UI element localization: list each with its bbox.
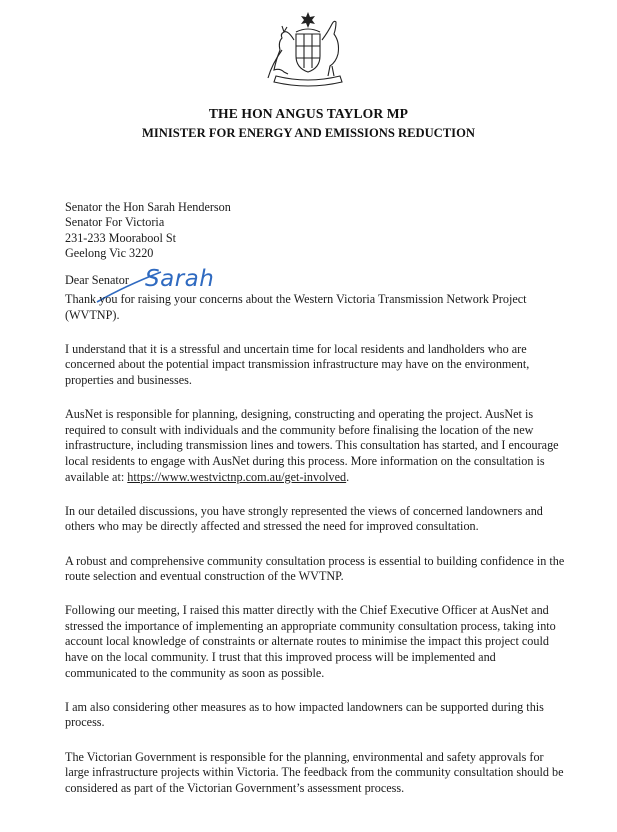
paragraph-end: .: [346, 469, 350, 484]
handwritten-signature-name: Sarah: [145, 266, 215, 292]
paragraph: In our detailed discussions, you have strongly represented the views of concerned landowners and others who may be directly affected and stressed the need for improved consultation.: [65, 503, 543, 534]
recipient-line: Senator For Victoria: [65, 215, 165, 230]
paragraph: A robust and comprehensive community consultation process is essential to building confidence in the route selection and eventual construction of the WVTNP.: [65, 553, 565, 584]
recipient-line: Geelong Vic 3220: [65, 245, 154, 260]
paragraph: Thank you for raising your concerns about the Western Victoria Transmission Network Project (WVTNP).: [65, 292, 527, 322]
salutation: Dear Senator: [65, 273, 129, 287]
paragraph-text: AusNet is responsible for planning, designing, constructing and operating the project. AusNet is required to consult with individuals and the community before finalising the location of the new infrastructure, including transmission lines and towers. This consultation has started, and I encourage local residents to engage with AusNet during this process. More information on the consultation is available at:: [65, 407, 559, 484]
minister-title: MINISTER FOR ENERGY AND EMISSIONS REDUCTION: [142, 126, 475, 140]
recipient-address: [65, 200, 231, 261]
letter-body: [65, 292, 565, 815]
paragraph: [65, 407, 565, 485]
coat-of-arms-crest-icon: [262, 10, 354, 88]
paragraph: The Victorian Government is responsible for the planning, environmental and safety approvals for large infrastructure projects within Victoria. The feedback from the community consultation should be considered as part of the Victorian Government’s assessment process.: [65, 749, 564, 795]
paragraph: I am also considering other measures as to how impacted landowners can be supported during this process.: [65, 699, 544, 730]
paragraph: Following our meeting, I raised this matter directly with the Chief Executive Officer at AusNet and stressed the importance of implementing an appropriate community consultation process, taking into account local knowledge of constraints or alternate routes to minimise the impact this project could have on the local community. I trust that this improved process will be implemented and communicated to the community as soon as possible.: [65, 603, 556, 680]
recipient-line: 231-233 Moorabool St: [65, 230, 177, 245]
recipient-line: Senator the Hon Sarah Henderson: [65, 200, 231, 214]
paragraph: I understand that it is a stressful and uncertain time for local residents and landholders who are concerned about the potential impact transmission infrastructure may have on the environment, properties and businesses.: [65, 341, 530, 387]
minister-name: THE HON ANGUS TAYLOR MP: [208, 106, 409, 121]
get-involved-link[interactable]: https://www.westvictnp.com.au/get-involved: [127, 469, 347, 484]
